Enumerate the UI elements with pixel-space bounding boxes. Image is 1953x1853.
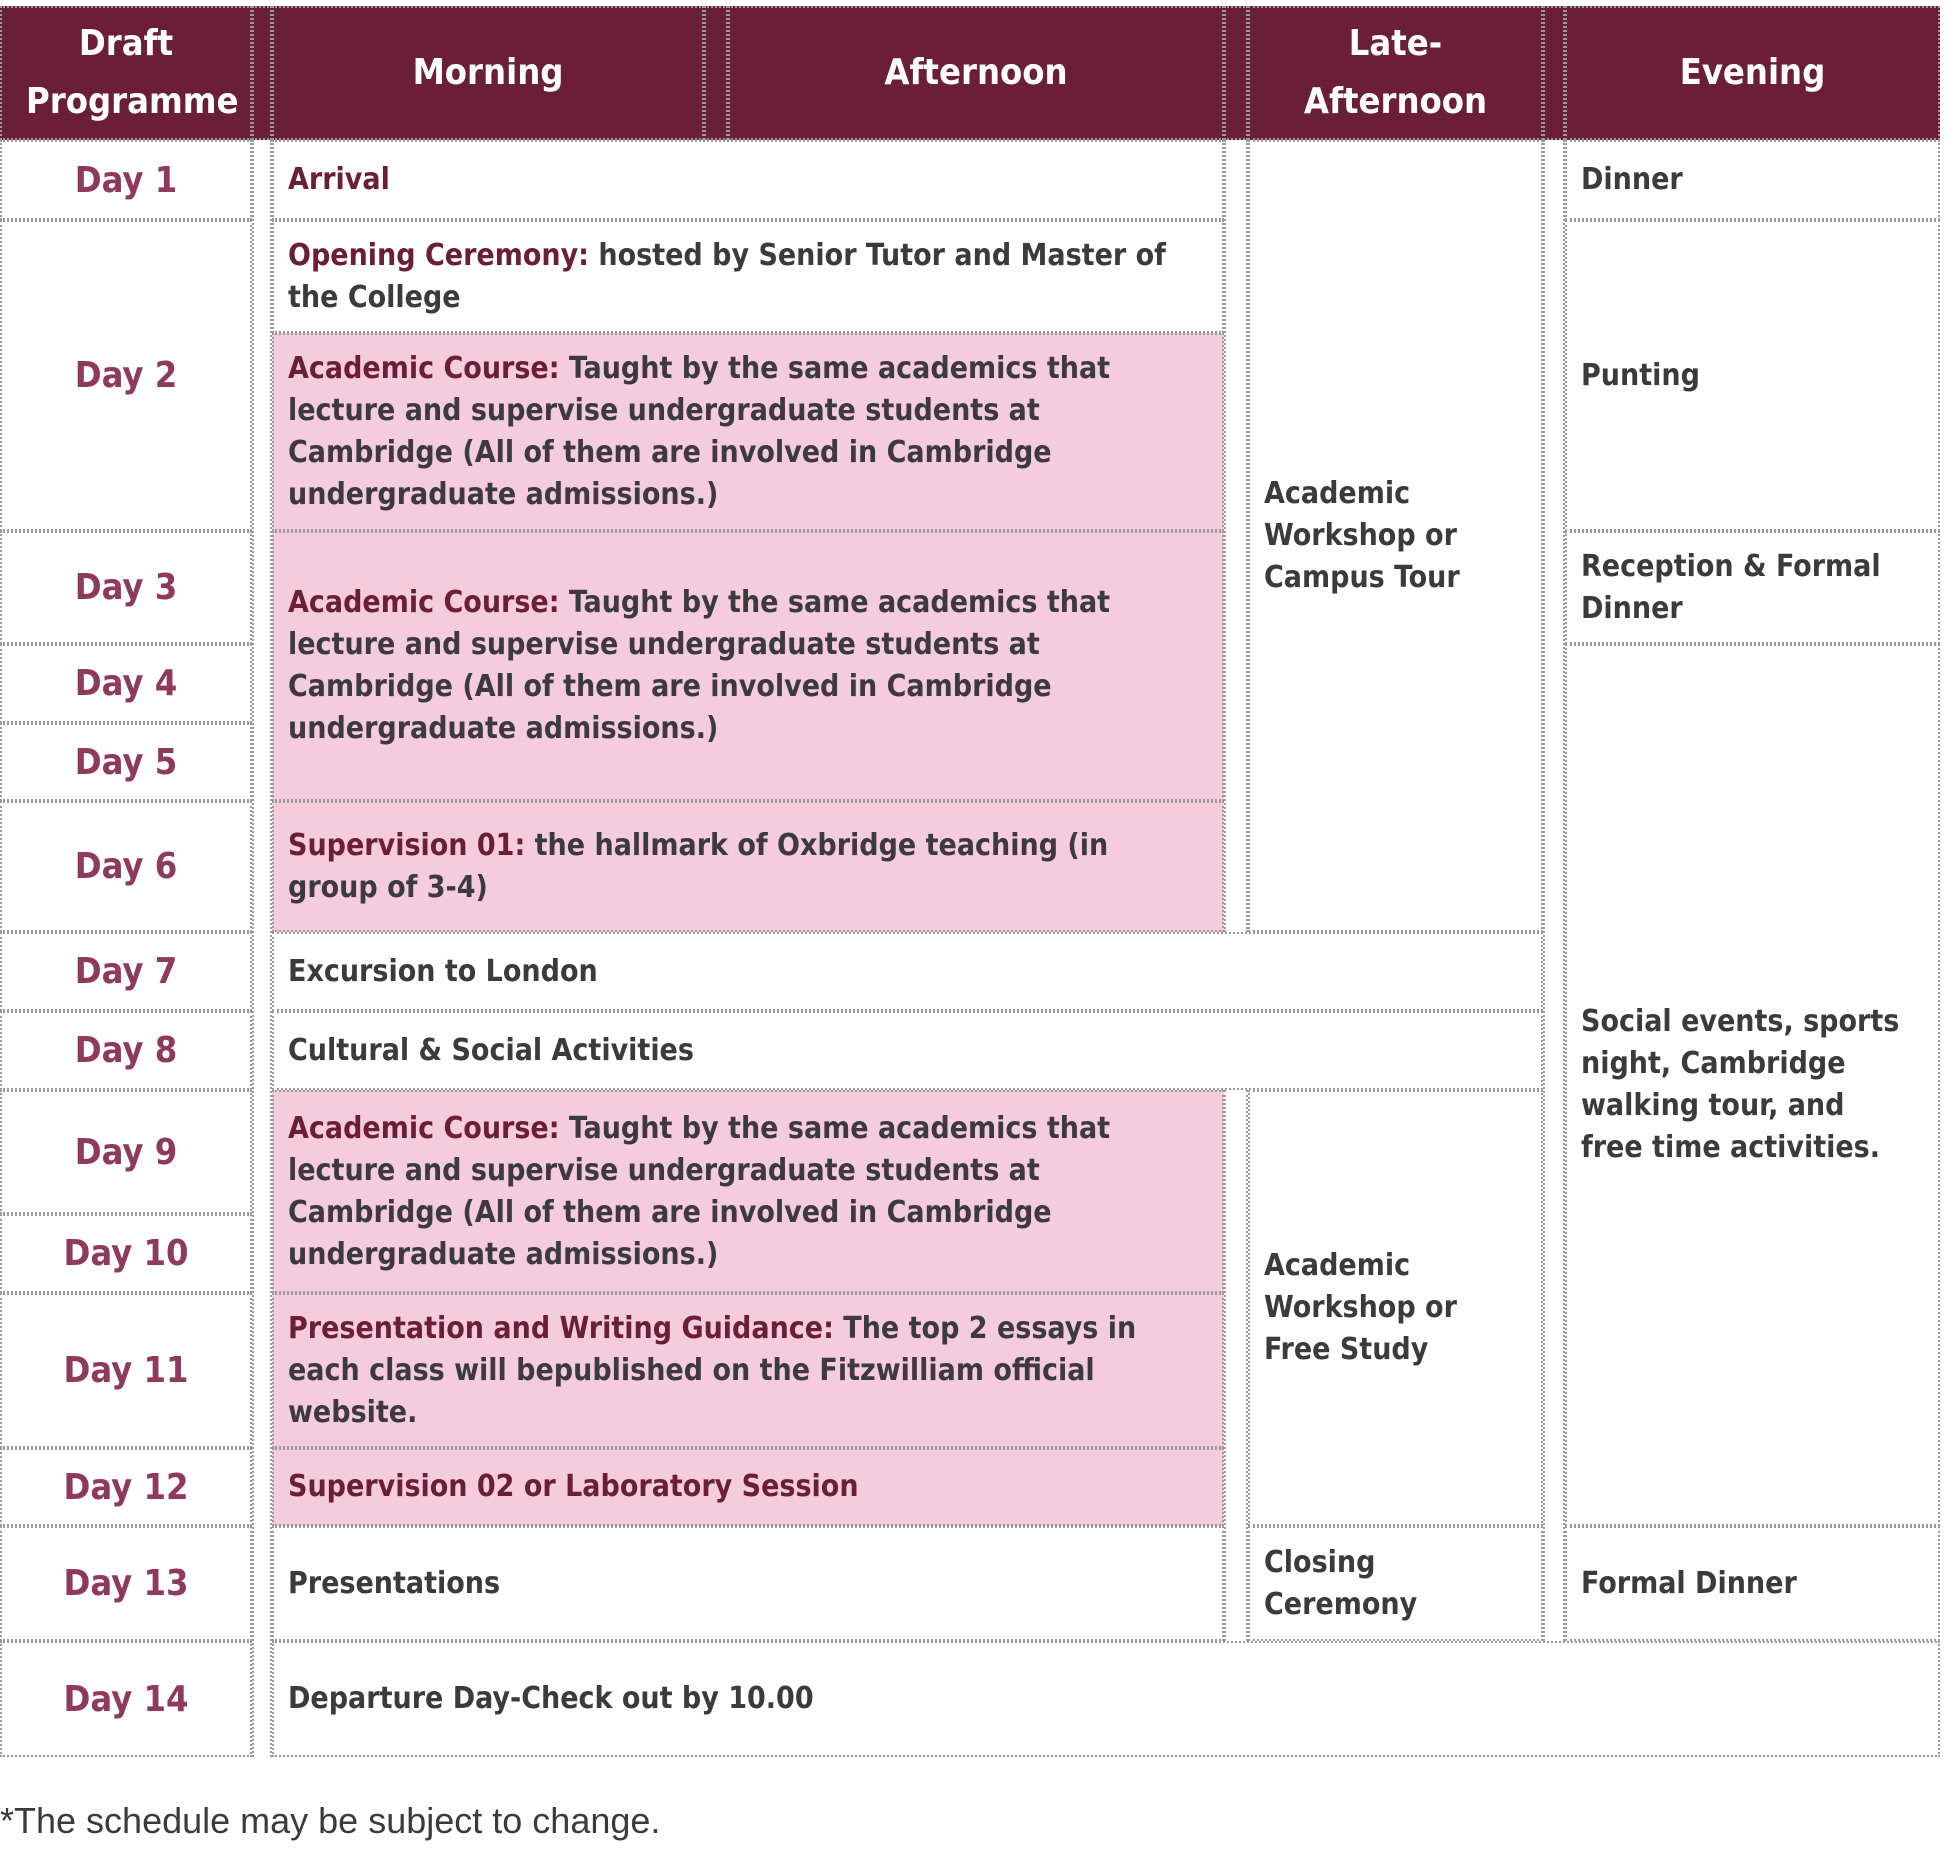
activity-label: Presentation and Writing Guidance: [288, 1310, 834, 1346]
day-label: Day 9 [0, 1090, 252, 1214]
day-label: Day 14 [0, 1641, 252, 1757]
activity-text: the hallmark of Oxbridge teaching (in group of 3-4) [288, 827, 1109, 905]
header-afternoon [728, 6, 1224, 140]
header-spacer [252, 6, 272, 140]
header-evening-label: Evening [1679, 52, 1826, 93]
late-afternoon-closing [1248, 1526, 1543, 1641]
day-label: Day 1 [0, 140, 252, 220]
activity-academic-course [272, 1090, 1224, 1293]
activity-text: Taught by the same academics that lecture and supervise undergraduate students at Cambridge (All of them are involved in Cambridge undergraduate admissions.) [288, 1110, 1111, 1272]
column-spacer [1224, 140, 1248, 932]
activity-text: The top 2 essays in each class will bepublished on the Fitzwilliam official website. [288, 1310, 1137, 1430]
activity-label: Academic Course: [288, 351, 560, 386]
activity-arrival [272, 140, 1224, 220]
day-label: Day 13 [0, 1526, 252, 1641]
evening-day13 [1565, 1526, 1940, 1641]
late-afternoon-workshop-study [1248, 1090, 1543, 1526]
evening-social [1565, 644, 1940, 1526]
day-label: Day 10 [0, 1214, 252, 1293]
activity-text: Presentations [288, 1565, 501, 1601]
footnote: *The schedule may be subject to change. [0, 1800, 661, 1841]
column-spacer [252, 140, 272, 1757]
activity-academic-course [272, 531, 1224, 801]
activity-text: Closing Ceremony [1264, 1544, 1418, 1622]
activity-supervision-01 [272, 801, 1224, 932]
activity-text: Dinner [1581, 162, 1683, 197]
activity-text: Academic Workshop or Campus Tour [1264, 476, 1460, 595]
day-label: Day 12 [0, 1448, 252, 1526]
header-late-afternoon-label: Late-Afternoon [1303, 23, 1488, 122]
activity-label: Academic Course: [288, 585, 560, 620]
activity-text: Excursion to London [288, 953, 598, 989]
header-morning [272, 6, 704, 140]
activity-academic-course [272, 333, 1224, 531]
day-label: Day 5 [0, 723, 252, 801]
column-spacer [1224, 1090, 1248, 1641]
header-programme-label: Draft Programme [26, 23, 239, 122]
day-label: Day 2 [0, 220, 252, 531]
day-label: Day 3 [0, 531, 252, 644]
activity-text: Punting [1581, 357, 1700, 393]
activity-text: Departure Day-Check out by 10.00 [288, 1681, 814, 1716]
activity-text: Social events, sports night, Cambridge walking tour, and free time activities. [1581, 1004, 1900, 1165]
activity-excursion [272, 932, 1543, 1011]
activity-text: Formal Dinner [1581, 1565, 1797, 1601]
activity-text: Reception & Formal Dinner [1581, 548, 1881, 626]
header-evening [1565, 6, 1940, 140]
activity-text: Cultural & Social Activities [288, 1032, 694, 1068]
header-afternoon-label: Afternoon [884, 52, 1068, 93]
activity-label: Supervision 02 or Laboratory Session [288, 1469, 859, 1504]
activity-text: Taught by the same academics that lecture and supervise undergraduate students at Cambridge (All of them are involved in Cambridge undergraduate admissions.) [288, 585, 1111, 746]
column-spacer [1543, 140, 1565, 1641]
day-label: Day 4 [0, 644, 252, 723]
day-label: Day 6 [0, 801, 252, 932]
activity-presentation-guidance [272, 1293, 1224, 1448]
late-afternoon-workshop-tour [1248, 140, 1543, 932]
activity-text: hosted by Senior Tutor and Master of the College [288, 237, 1166, 315]
activity-label: Arrival [288, 162, 390, 197]
evening-day1 [1565, 140, 1940, 220]
activity-supervision-02 [272, 1448, 1224, 1526]
activity-label: Academic Course: [288, 1110, 560, 1146]
header-spacer [1224, 6, 1248, 140]
activity-label: Opening Ceremony: [288, 237, 589, 273]
activity-presentations [272, 1526, 1224, 1641]
header-morning-label: Morning [412, 52, 564, 93]
header-programme [0, 6, 252, 140]
activity-opening-ceremony [272, 220, 1224, 333]
header-spacer [704, 6, 728, 140]
activity-departure [272, 1641, 1940, 1757]
header-late-afternoon [1248, 6, 1543, 140]
activity-label: Supervision 01: [288, 827, 526, 863]
evening-day3 [1565, 531, 1940, 644]
activity-cultural [272, 1011, 1543, 1090]
evening-day2 [1565, 220, 1940, 531]
day-label: Day 7 [0, 932, 252, 1011]
header-spacer [1543, 6, 1565, 140]
activity-text: Academic Workshop or Free Study [1264, 1248, 1457, 1367]
day-label: Day 8 [0, 1011, 252, 1090]
day-label: Day 11 [0, 1293, 252, 1448]
activity-text: Taught by the same academics that lecture and supervise undergraduate students at Cambridge (All of them are involved in Cambridge undergraduate admissions.) [288, 351, 1111, 512]
